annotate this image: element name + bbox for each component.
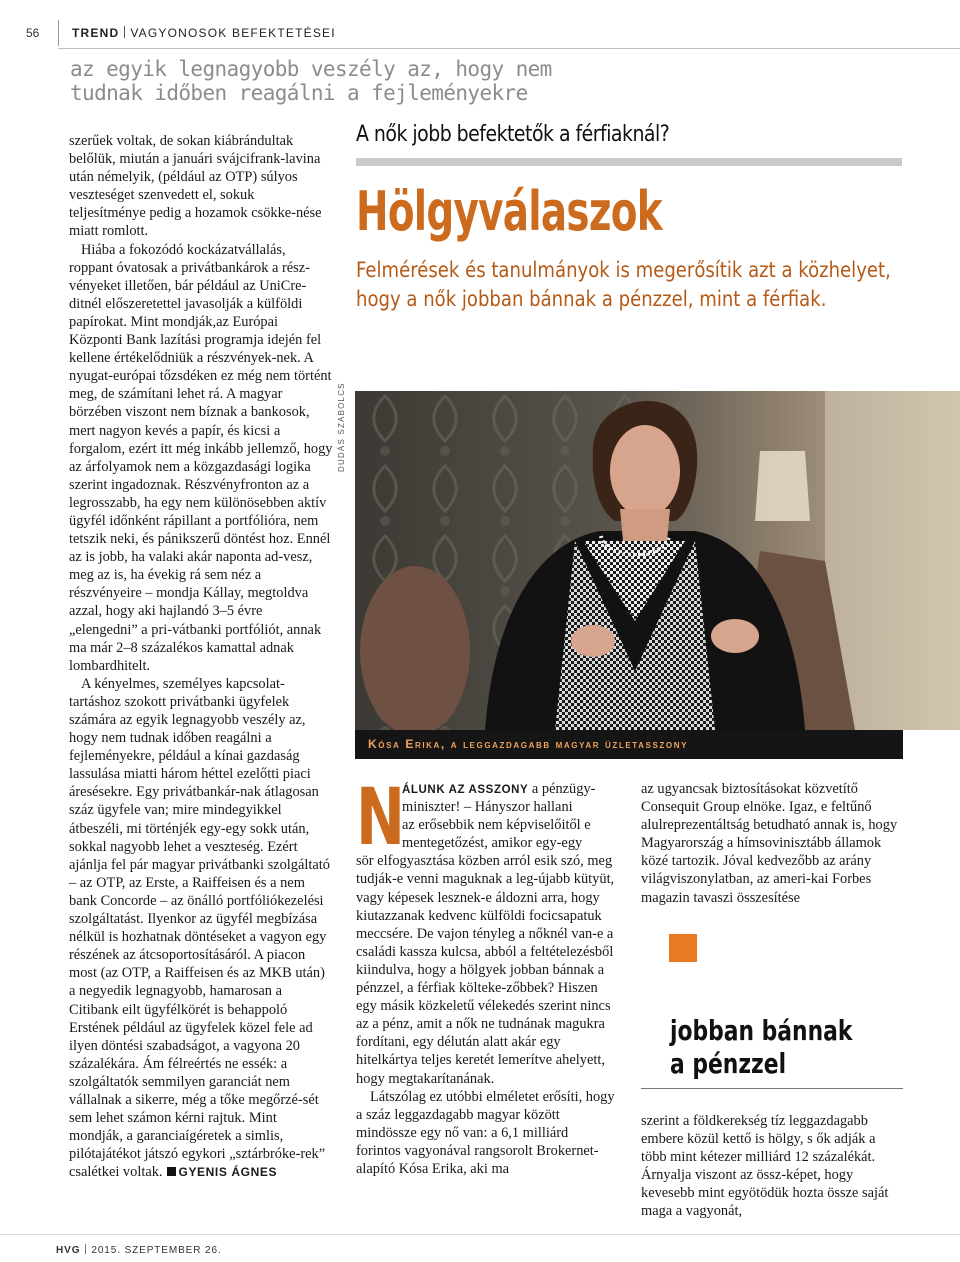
issue-date: 2015. SZEPTEMBER 26. — [91, 1245, 222, 1256]
side-title-line-1: jobban bánnak — [670, 1014, 853, 1047]
feature-headline: Hölgyválaszok — [356, 180, 662, 243]
page-footer — [56, 1244, 222, 1256]
right-column-bottom: szerint a földkerekség tíz leggazdagabb embere közül kettő is hölgy, s ők adják a több mint kétezer milliárd 12 százalékát. Árnyalja viszont az össz-képet, hogy kevesebb mint egyötödük hozta össze saját maga a vagyonát, — [641, 1113, 889, 1220]
mid-indented-line-1: miniszter! – Hányszor hallani — [402, 799, 573, 816]
middle-article-column — [356, 773, 616, 1178]
photo-credit-text: DUDÁS SZABOLCS — [337, 382, 346, 472]
header-divider — [58, 20, 59, 46]
feature-lead: Felmérések és tanulmányok is megerősítik azt a közhelyet, hogy a nők jobban bánnak a pénzzel, mint a férfiak. — [356, 258, 891, 311]
mid-first-line-text: a pénzügy- — [528, 781, 596, 797]
end-mark-icon — [167, 1167, 176, 1176]
portrait-photo — [355, 391, 960, 730]
left-paragraph-2: Hiába a fokozódó kockázatvállalás, roppant óvatosak a privátbankárok a rész-vényeket illetően, bár például az UniCre-ditnél előszeretettel javasolják a külföldi papírokat. Mint mondják,az Európai Központi Bank lazítási programja idején fel kellene értékelődniük a részvények-nek. A nyugat-európai tőzsdéken ez még nem történt meg, de számítani lehet rá. A magyar börzében viszont nem bíznak a bankosok, mert nagyon kevés a papír, és kicsi a forgalom, ezért itt még inkább jellemző, hogy az árfolyamok nem a közgazdasági logika szerint ingadoznak. Részvényfronton az a legrosszabb, ha egy nem különösebben aktív ügyfél időnként rápillant a portfólióra, nem tetszik neki, és pánikszerű döntést hoz. Ennél az is jobb, ha valaki akár naponta ad-vesz, meg az is, ha évekig rá sem néz a részvényeire – mondja Kállay, megtoldva azzal, hogy aki hajlandó 3–5 évre „elengedni” a pri-vátbanki portfóliót, annak ma már 2–8 százalékos kamattal adnak lombardhitelt. — [69, 241, 333, 674]
drop-cap: N — [356, 773, 405, 863]
lead-in: ÁLUNK AZ ASSZONY — [402, 784, 529, 796]
side-title — [670, 1014, 852, 1080]
portrait-photo-illustration — [355, 391, 960, 730]
orange-square-icon — [669, 934, 697, 962]
side-title-line-2: a pénzzel — [670, 1047, 787, 1080]
feature-kicker: A nők jobb befektetők a férfiaknál? — [356, 122, 670, 147]
left-article-column — [69, 132, 333, 1181]
footer-rule — [0, 1234, 960, 1235]
mid-paragraph-2: Látszólag ez utóbbi elméletet erősíti, hogy a száz leggazdagabb magyar között mindössze egy nő van: a 6,1 milliárd forintos vagyonával rangsorolt Brokernet-alapító Kósa Erika, aki ma — [356, 1088, 615, 1177]
section-name: TREND — [72, 26, 120, 40]
left-paragraph-1: szerűek voltak, de sokan kiábrándultak belőlük, miután a januári svájcifrank-lavina után némelyik, (például az OTP) súlyos veszteséget szenvedett el, sokuk teljesítménye pedig a hozamok csökke-nése miatt romlott. — [69, 133, 322, 240]
header-rule — [58, 48, 960, 49]
mid-indented-line-3: mentegetőzést, amikor egy-egy — [402, 835, 583, 852]
author-byline: GYENIS ÁGNES — [178, 1165, 278, 1180]
left-paragraph-3-text: A kényelmes, személyes kapcsolat-tartáshoz szokott privátbanki ügyfelek számára az egyik legnagyobb veszély az, hogy nem tudnak időben reagálni a fejleményekre, például a kínai gazdaság lassulása miatti három héttel ezelőtti piaci áresésekre. Egy privátbankár-nak átlagosan száz ügyfele van; mire mindegyikkel átbeszéli, mi történjék egy-egy sokk után, sokkal nagyobb lehet a veszteség. Ezért ajánlja fel pár magyar privátbanki szolgáltató – az OTP, az Erste, a Raiffeisen és a nem bank Concorde – az önálló portfóliókezelési szolgáltatást. Ilyenkor az ügyfél megbízása nélkül is hozhatnak döntéseket a vagyon egy részének az átcsoportosításáról. A piacon most (az OTP, a Raiffeisen és az MKB után) a negyedik legnagyobb, hamarosan a Citibank eilt ügyfélkörét is behappoló Erstének például az ügyfelek közel fele ad ilyen döntési szabadságot, a vagyona 20 százalékára. Ám félreértés ne essék: a szolgáltatók semmilyen garanciát nem vállalnak a sikerre, még a tőke megőrzé-sét sem lehet számon kérni rajtuk. Mint mondják, a garanciaígéretek a simlis, pilótajátékot játszó egykori „sztárbróke-rek” csalétkei voltak. — [69, 675, 330, 1181]
side-title-rule — [641, 1088, 903, 1089]
left-paragraph-3 — [69, 675, 333, 1182]
right-column-top: az ugyancsak biztosításokat közvetítő Consequit Group elnöke. Igaz, e feltűnő alulreprezentáltság betudható annak is, hogy Magyarország a hímsovinisztább államok közé tartozik. Jóval kedvezőbb az arány világviszonylatban, az ameri-kai Forbes magazin tavaszi összesítése — [641, 781, 898, 906]
photo-caption: Kósa Erika, a leggazdagabb magyar üzletasszony — [368, 737, 689, 751]
subsection-name: VAGYONOSOK BEFEKTETÉSEI — [130, 26, 336, 40]
magazine-name: HVG — [56, 1245, 81, 1256]
photo-credit — [337, 382, 351, 472]
pull-quote: az egyik legnagyobb veszély az, hogy nem tudnak időben reagálni a fejleményekre — [70, 57, 552, 105]
mid-paragraph-1: sör elfogyasztása közben arról esik szó, meg tudják-e venni maguknak a leg-újabb kütyüt, vagy képesek lesznek-e áldozni arra, hogy kiutazzanak kedvenc külföldi focicsapatuk meccsére. De vajon tényleg a nőknél van-e a családi kassza kulcsa, abból a feltételezésből kiindulva, hogy a hölgyek jobban bánnak a pénzzel, a férfiak költeke-zőbbek? Hiszen egy másik közkeletű vélekedés szerint nincs az a pénz, amit a nők ne tudnának magukra fordítani, egy délután alatt akár egy hitelkártya teljes keretét lemerítve ahelyett, hogy megtakarítanának. — [356, 853, 615, 1087]
page-number: 56 — [26, 26, 40, 40]
section-divider — [124, 26, 125, 38]
mid-indented-line-2: az erősebbik nem képviselőitől e — [402, 817, 591, 834]
section-label — [72, 26, 336, 40]
kicker-rule — [356, 158, 902, 166]
footer-divider — [85, 1244, 86, 1254]
